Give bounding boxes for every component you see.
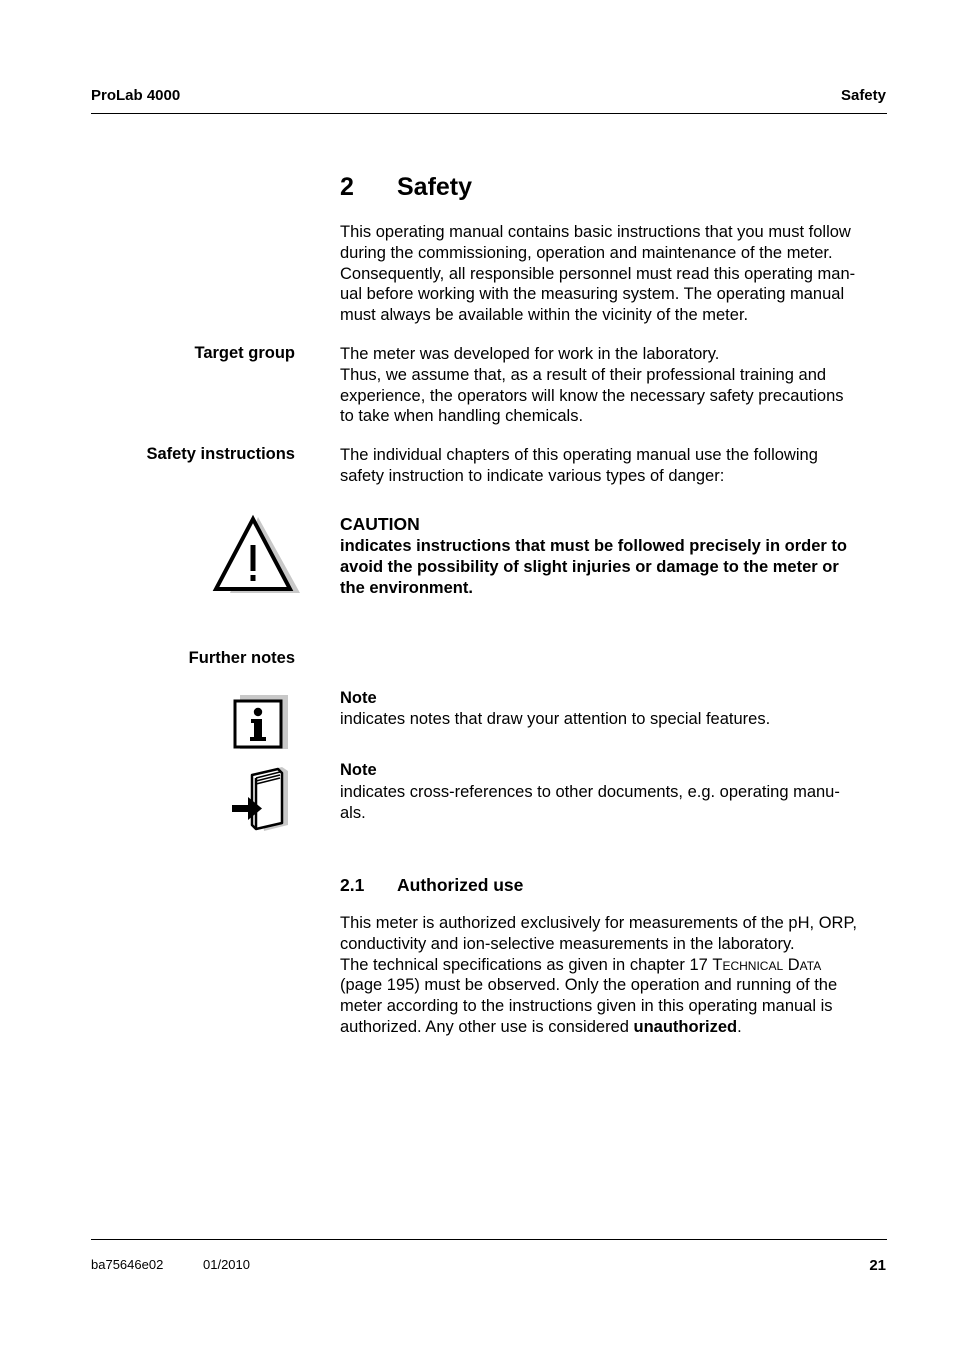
intro-line: ual before working with the measuring system. The operating manual <box>340 285 845 304</box>
chapter-title: Safety <box>397 173 473 201</box>
section-number: 2.1 <box>340 875 365 895</box>
info-icon <box>232 693 290 751</box>
technical-data-reference: Technical Data <box>712 955 822 974</box>
safety-instructions-label: Safety instructions <box>146 445 295 463</box>
section-title: Authorized use <box>397 875 524 895</box>
caution-line: avoid the possibility of slight injuries or damage to the meter or <box>340 557 839 576</box>
header-rule <box>91 113 887 114</box>
intro-line: Consequently, all responsible personnel must read this operating man- <box>340 264 856 283</box>
footer-date: 01/2010 <box>203 1257 250 1272</box>
note2-text <box>340 782 840 824</box>
authorized-use-line <box>340 955 857 976</box>
intro-line: during the commissioning, operation and maintenance of the meter. <box>340 243 833 262</box>
authorized-use-text: authorized. Any other use is considered <box>340 1017 634 1036</box>
target-group-line: Thus, we assume that, as a result of their professional training and <box>340 365 827 384</box>
note1-text: indicates notes that draw your attention to special features. <box>340 710 771 728</box>
note1-title: Note <box>340 689 377 707</box>
authorized-use-text: The technical specifications as given in chapter 17 <box>340 955 713 974</box>
caution-text <box>340 536 847 598</box>
safety-instructions-paragraph <box>340 445 818 487</box>
caution-title: CAUTION <box>340 514 420 534</box>
authorized-use-line: conductivity and ion-selective measurements in the laboratory. <box>340 934 795 953</box>
target-group-line: to take when handling chemicals. <box>340 407 584 426</box>
authorized-use-line: (page 195) must be observed. Only the operation and running of the <box>340 976 838 995</box>
footer-rule <box>91 1239 887 1240</box>
safety-instructions-line: The individual chapters of this operating manual use the following <box>340 446 818 464</box>
warning-triangle-icon <box>212 513 302 595</box>
intro-line: This operating manual contains basic instructions that you must follow <box>340 223 851 241</box>
note2-line: als. <box>340 803 366 822</box>
authorized-use-line <box>340 1017 857 1038</box>
intro-line: must always be available within the vicinity of the meter. <box>340 306 749 325</box>
target-group-line: The meter was developed for work in the laboratory. <box>340 345 720 363</box>
caution-line: indicates instructions that must be followed precisely in order to <box>340 537 848 555</box>
note2-line: indicates cross-references to other documents, e.g. operating manu- <box>340 783 840 801</box>
target-group-label: Target group <box>194 344 295 362</box>
footer-doc-id: ba75646e02 <box>91 1257 164 1272</box>
authorized-use-line: This meter is authorized exclusively for measurements of the pH, ORP, <box>340 914 857 932</box>
authorized-use-text: . <box>737 1017 742 1036</box>
header-section-name: Safety <box>840 87 886 104</box>
caution-line: the environment. <box>340 578 473 597</box>
note2-title: Note <box>340 761 377 779</box>
unauthorized-emphasis: unauthorized <box>633 1017 738 1036</box>
intro-paragraph <box>340 222 855 326</box>
book-reference-icon <box>228 765 292 833</box>
target-group-line: experience, the operators will know the necessary safety precautions <box>340 386 844 405</box>
authorized-use-paragraph <box>340 913 857 1038</box>
target-group-paragraph <box>340 344 844 427</box>
authorized-use-line: meter according to the instructions given in this operating manual is <box>340 997 833 1016</box>
header-product-name: ProLab 4000 <box>91 87 181 104</box>
chapter-number: 2 <box>340 173 354 201</box>
page-number: 21 <box>869 1257 886 1274</box>
safety-instructions-line: safety instruction to indicate various types of danger: <box>340 466 725 485</box>
further-notes-label: Further notes <box>188 649 295 667</box>
